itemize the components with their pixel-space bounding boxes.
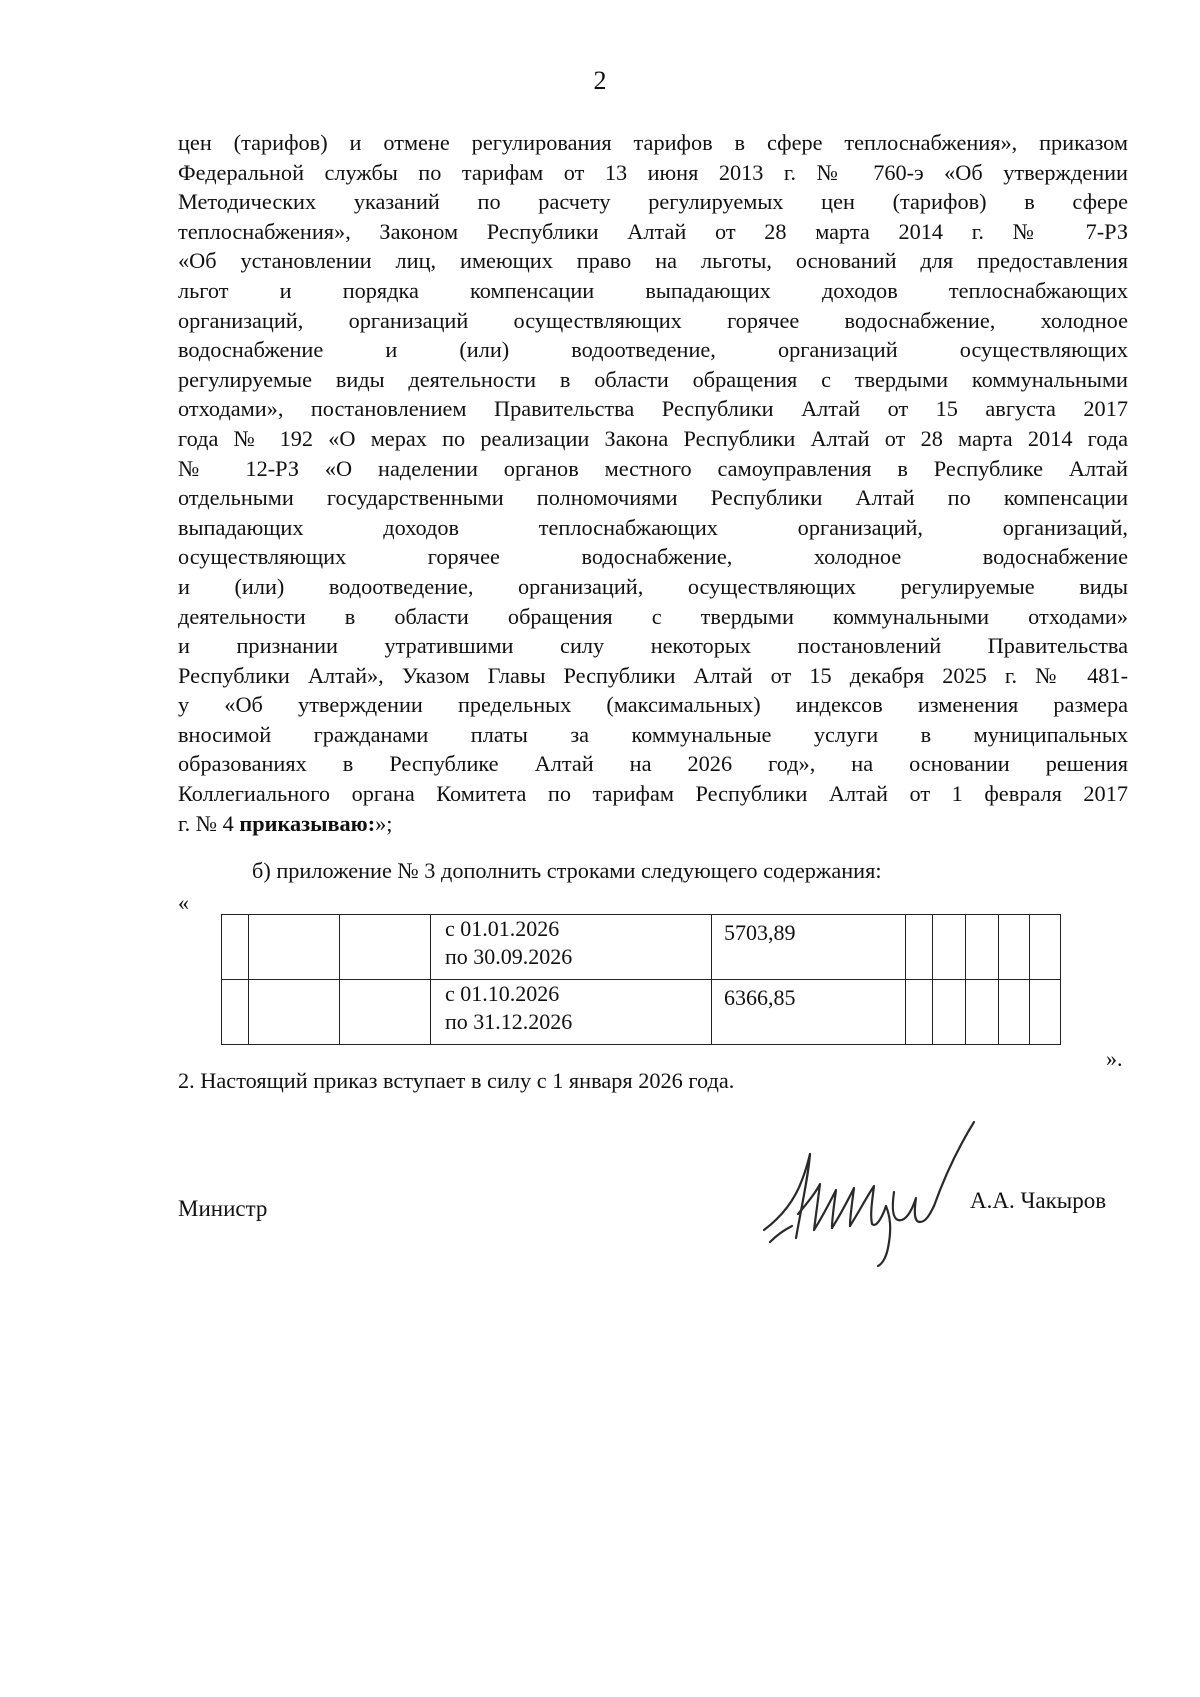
preamble-line: деятельности в области обращения с твердыми коммунальными отходами» xyxy=(178,603,1128,629)
preamble-line: отходами», постановлением Правительства Республики Алтай от 15 августа 2017 xyxy=(178,396,1128,422)
preamble-line: льгот и порядка компенсации выпадающих доходов теплоснабжающих xyxy=(178,277,1128,303)
preamble-line: вносимой гражданами платы за коммунальные услуги в муниципальных xyxy=(178,721,1128,747)
opening-quote: « xyxy=(178,890,189,915)
handwritten-signature xyxy=(758,1118,988,1268)
preamble-line: цен (тарифов) и отмене регулирования тарифов в сфере теплоснабжения», приказом xyxy=(178,130,1128,155)
period-end: по 30.09.2026 xyxy=(445,944,573,969)
preamble-line: и признании утратившими силу некоторых постановлений Правительства xyxy=(178,633,1128,659)
table-row xyxy=(222,915,1061,980)
table-cell-empty xyxy=(340,980,431,1045)
table-cell-empty xyxy=(249,915,340,980)
table-cell-empty xyxy=(906,915,933,980)
preamble-line: отдельными государственными полномочиями Республики Алтай по компенсации xyxy=(178,485,1128,511)
table-cell-empty xyxy=(933,980,966,1045)
table-cell-empty xyxy=(1030,915,1061,980)
table-cell-empty xyxy=(222,980,249,1045)
table-cell-price: 5703,89 xyxy=(712,915,906,980)
signatory-name: А.А. Чакыров xyxy=(970,1188,1107,1213)
table-cell-empty xyxy=(999,915,1030,980)
page-number: 2 xyxy=(593,66,607,95)
preamble-last-line xyxy=(178,809,1128,839)
table-cell-empty xyxy=(1030,980,1061,1045)
preamble-line: водоснабжение и (или) водоотведение, организаций осуществляющих xyxy=(178,337,1128,363)
table-row xyxy=(222,980,1061,1045)
paragraph-preamble xyxy=(178,128,1128,838)
period-end: по 31.12.2026 xyxy=(445,1009,573,1034)
table-cell-empty xyxy=(966,915,999,980)
closing-quote: ». xyxy=(1106,1046,1123,1071)
period-start: с 01.10.2026 xyxy=(445,981,560,1006)
table-cell-price: 6366,85 xyxy=(712,980,906,1045)
table-cell-empty xyxy=(999,980,1030,1045)
table-cell-period xyxy=(431,915,712,980)
table-cell-empty xyxy=(340,915,431,980)
preamble-line: у «Об утверждении предельных (максимальных) индексов изменения размера xyxy=(178,692,1128,718)
preamble-line: года № 192 «О мерах по реализации Закона Республики Алтай от 28 марта 2014 года xyxy=(178,425,1128,451)
table-cell-period xyxy=(431,980,712,1045)
signatory-title: Министр xyxy=(178,1196,268,1221)
table-cell-empty xyxy=(906,980,933,1045)
preamble-line: организаций, организаций осуществляющих горячее водоснабжение, холодное xyxy=(178,307,1128,333)
closing-quote-text: »; xyxy=(375,810,393,836)
preamble-line: осуществляющих горячее водоснабжение, холодное водоснабжение xyxy=(178,544,1128,570)
preamble-line: Методических указаний по расчету регулируемых цен (тарифов) в сфере xyxy=(178,189,1128,215)
preamble-line: теплоснабжения», Законом Республики Алтай от 28 марта 2014 г. № 7-РЗ xyxy=(178,218,1128,244)
order-number-text: г. № 4 xyxy=(178,810,240,836)
preamble-line: Федеральной службы по тарифам от 13 июня 2013 г. № 760-э «Об утверждении xyxy=(178,159,1128,185)
table-cell-empty xyxy=(222,915,249,980)
period-start: с 01.01.2026 xyxy=(445,916,560,941)
order-keyword: приказываю: xyxy=(239,810,376,836)
preamble-line: образованиях в Республике Алтай на 2026 год», на основании решения xyxy=(178,751,1128,777)
tariff-table xyxy=(221,914,1061,1045)
table-cell-empty xyxy=(966,980,999,1045)
preamble-line: регулируемые виды деятельности в области обращения с твердыми коммунальными xyxy=(178,366,1128,392)
table-cell-empty xyxy=(933,915,966,980)
preamble-line: Республики Алтай», Указом Главы Республики Алтай от 15 декабря 2025 г. № 481- xyxy=(178,662,1128,688)
preamble-line: выпадающих доходов теплоснабжающих организаций, организаций, xyxy=(178,514,1128,540)
effective-date-paragraph: 2. Настоящий приказ вступает в силу с 1 января 2026 года. xyxy=(178,1068,735,1093)
preamble-line: Коллегиального органа Комитета по тарифам Республики Алтай от 1 февраля 2017 xyxy=(178,781,1128,807)
table-cell-empty xyxy=(249,980,340,1045)
preamble-line: № 12-РЗ «О наделении органов местного самоуправления в Республике Алтай xyxy=(178,455,1128,481)
preamble-line: «Об установлении лиц, имеющих право на льготы, оснований для предоставления xyxy=(178,248,1128,274)
preamble-line: и (или) водоотведение, организаций, осуществляющих регулируемые виды xyxy=(178,573,1128,599)
item-b-paragraph: б) приложение № 3 дополнить строками следующего содержания: xyxy=(252,858,882,883)
